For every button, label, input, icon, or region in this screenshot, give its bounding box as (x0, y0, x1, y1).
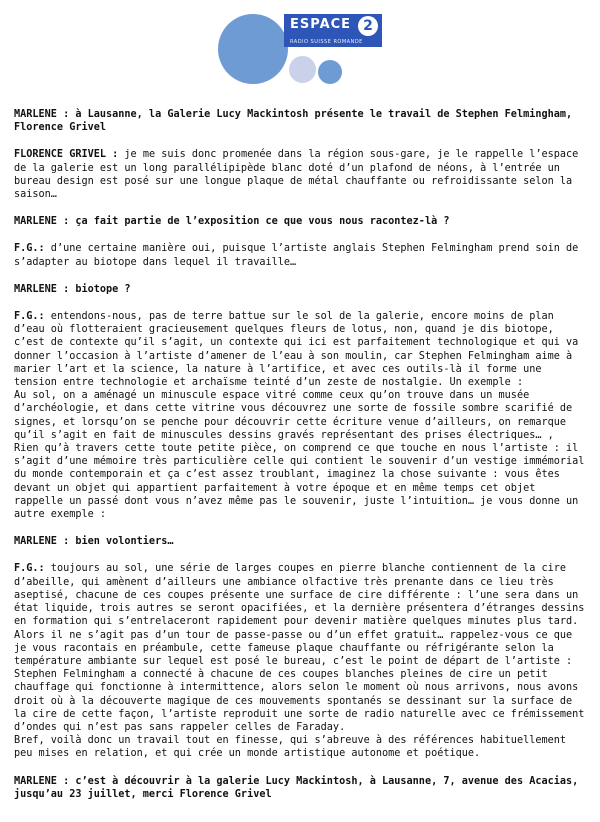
transcript (14, 108, 588, 815)
paragraph-text: à Lausanne, la Galerie Lucy Mackintosh présente le travail de Stephen Felmingham, Florence Grivel (14, 109, 579, 134)
paragraph-8 (14, 562, 588, 760)
speaker-name: MARLENE : (14, 775, 70, 787)
paragraph-1 (14, 108, 588, 134)
paragraph-text: biotope ? (69, 283, 131, 295)
paragraph-text: ça fait partie de l’exposition ce que vous nous racontez-là ? (69, 216, 450, 228)
logo-title: ESPACE (290, 17, 352, 32)
paragraph-text: je me suis donc promenée dans la région sous-gare, je le rappelle l’espace de la galerie est un long parallélipipède blanc doté d’un plafond de néons, à l’entrée un bureau design est posé sur une longue plaque de métal chauffante ou refroidissante selon la saison… (14, 149, 585, 201)
logo-subtitle: RADIO SUISSE ROMANDE (290, 39, 363, 45)
speaker-name: MARLENE : (14, 536, 70, 548)
header (0, 0, 600, 100)
paragraph-5 (14, 283, 588, 296)
speaker-name: F.G.: (14, 311, 45, 323)
paragraph-7 (14, 535, 588, 548)
logo-circle-small (289, 56, 316, 83)
paragraph-9 (14, 775, 588, 801)
speaker-name: F.G.: (14, 243, 45, 255)
logo-number: 2 (358, 16, 378, 36)
paragraph-text: bien volontiers… (69, 536, 174, 548)
logo-circle-small-2 (318, 60, 342, 84)
paragraph-text: c’est à découvrir à la galerie Lucy Mackintosh, à Lausanne, 7, avenue des Acacias, jusqu’au 23 juillet, merci Florence Grivel (14, 775, 585, 800)
paragraph-text: toujours au sol, une série de larges coupes en pierre blanche contiennent de la cire d’abeille, qui amènent d’ailleurs une ambiance olfactive très prenante dans ce lieu très aseptisé, chacune de ces coupes présente une surface de cire différente : l’une sera dans un état liquide, trois autres se seront opacifiées, et la dernière présentera d’étranges dessins en formation qui s’entrelaceront rapidement pour devenir matière quelques minutes plus tard. Alors il ne s’agit pas d’un tour de passe-passe ou d’un effet gratuit… rappelez-vous ce que je vous racontais en préambule, cette fameuse plaque chauffante ou réfrigérante selon la température ambiante sur lequel est posé le bureau, c’est le point de départ de l’artiste : Stephen Felmingham a connecté à chacune de ces coupes blanches pleines de cire un petit chauffage qui fonctionne à intermittence, alors selon le moment où nous arrivons, nous avons droit où à la découverte magique de ces mouvements spontanés se dessinant sur la surface de la cire de cette façon, l’artiste reproduit une sorte de radio naturelle avec ce frémissement d’ondes qui n’est pas sans rappeler celles de Faraday. Bref, voilà donc un travail tout en finesse, qui s’abreuve à des références habituellement peu mises en relation, et qui crée un monde artistique autonome et poétique. (14, 563, 585, 760)
speaker-name: F.G.: (14, 563, 45, 575)
espace2-logo (284, 14, 382, 47)
speaker-name: MARLENE : (14, 283, 70, 295)
paragraph-3 (14, 215, 588, 228)
paragraph-2 (14, 148, 588, 201)
speaker-name: FLORENCE GRIVEL : (14, 149, 119, 161)
logo-circle-large (218, 14, 288, 84)
paragraph-4 (14, 242, 588, 268)
paragraph-6 (14, 310, 588, 521)
paragraph-text: entendons-nous, pas de terre battue sur le sol de la galerie, encore moins de plan d’eau où flotteraient gracieusement quelques fleurs de lotus, non, quand je dis biotope, c’est de contexte qu’il s’agit, un contexte qui ici est parfaitement technologique et qui va donner l’occasion à l’artiste d’amener de l’eau à son moulin, car Stephen Felmingham aime à marier l’art et la science, la nature à l’artifice, et avec ces outils-là il forme une tension entre technologie et archaïsme teinté d’un zeste de nostalgie. Un exemple : Au sol, on a aménagé un minuscule espace vitré comme ceux qu’on trouve dans un musée d’archéologie, et dans cette vitrine vous découvrez une sorte de fossile sombre scarifié de signes, et lorsqu’on se penche pour découvrir cette écriture venue d’ailleurs, on remarque qu’il s’agit en fait de minuscules dessins gravés représentant des prises électriques… , Rien qu’à travers cette toute petite pièce, on comprend ce que touche en nous l’artiste : il s’agit d’une mémoire très particulière celle qui contient le souvenir d’un vestige immémorial du monde contemporain et ça c’est assez troublant, imaginez la chose suivante : vous êtes devant un objet qui appartient parfaitement à votre époque et en même temps cet objet rappelle un passé dont vous n’avez même pas le souvenir, juste l’intuition… je vous donne un autre exemple : (14, 311, 585, 521)
paragraph-text: d’une certaine manière oui, puisque l’artiste anglais Stephen Felmingham prend soin de s’adapter au biotope dans lequel il travaille… (14, 243, 585, 268)
speaker-name: MARLENE : (14, 109, 70, 120)
speaker-name: MARLENE : (14, 216, 70, 228)
